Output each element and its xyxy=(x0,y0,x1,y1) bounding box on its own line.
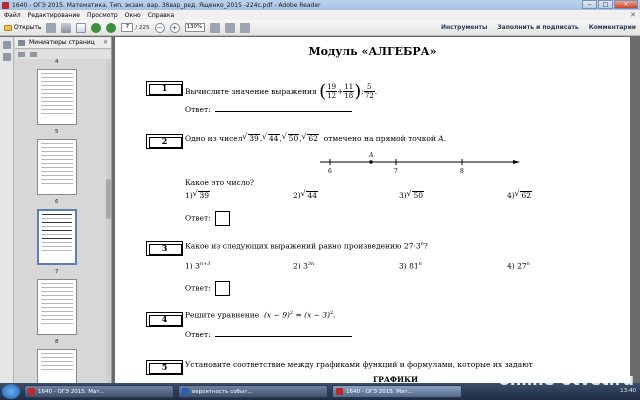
taskbar-item[interactable]: 1640 - ОГЭ 2015. Мат... xyxy=(24,385,174,398)
panel-header xyxy=(15,37,111,49)
title-bar xyxy=(0,0,640,10)
question-4-text: Решите уравнение $(x - 9)^2 = (x - 3)^2$. xyxy=(185,310,336,320)
option: 3) √ 50 xyxy=(399,191,424,200)
thumb-number: 8 xyxy=(55,339,59,345)
open-button[interactable] xyxy=(4,24,41,31)
graphs-heading: ГРАФИКИ xyxy=(373,375,419,383)
page-number-input[interactable]: 7 xyxy=(121,23,133,32)
watermark: online-otvet.ru xyxy=(498,370,634,389)
taskbar-item[interactable]: вероятность событ... xyxy=(178,385,328,398)
panel-title: Миниатюры страниц xyxy=(29,39,95,46)
option: 3) 81$^n$ xyxy=(399,261,422,271)
thumbnail-list xyxy=(15,59,105,383)
option: 2) √ 44 xyxy=(293,191,318,200)
menu-window[interactable]: Окно xyxy=(124,11,141,19)
option: 1) $3^{n+3}$ xyxy=(185,261,211,271)
question-5-text: Установите соответствие между графиками функций и формулами, которые их задают xyxy=(185,360,533,369)
email-icon[interactable] xyxy=(76,23,86,33)
question-number-box: 5 xyxy=(146,360,183,375)
page-thumbnail-selected[interactable] xyxy=(37,209,77,265)
option: 2) $3^{3n}$ xyxy=(293,261,315,271)
adobe-reader-icon xyxy=(2,2,9,9)
sidebar-scrollbar[interactable] xyxy=(106,59,111,383)
pdf-page xyxy=(115,37,630,383)
close-button[interactable]: ✕ xyxy=(614,0,638,9)
thumb-number: 4 xyxy=(55,59,59,65)
fit-page-icon[interactable] xyxy=(210,23,220,33)
browser-icon xyxy=(182,388,189,395)
tick-label: 8 xyxy=(460,168,464,175)
question-number-box: 4 xyxy=(146,312,183,327)
document-view[interactable] xyxy=(112,37,640,383)
question-2-subtext: Какое это число? xyxy=(185,178,255,187)
answer-line-3: Ответ: xyxy=(185,281,230,296)
answer-line-2: Ответ: xyxy=(185,211,230,226)
pdf-icon xyxy=(336,388,343,395)
next-page-icon[interactable] xyxy=(106,23,116,33)
thumb-number: 6 xyxy=(55,199,59,205)
question-number-box: 2 xyxy=(146,134,183,149)
open-label: Открыть xyxy=(14,24,42,31)
tick-label: 6 xyxy=(328,168,332,175)
question-number-box: 3 xyxy=(146,241,183,256)
menu-file[interactable]: Файл xyxy=(4,11,21,19)
point-a xyxy=(369,160,373,164)
thumb-number: 5 xyxy=(55,129,59,135)
pdf-icon xyxy=(28,388,35,395)
answer-line-4: Ответ: xyxy=(185,330,352,339)
attachments-icon[interactable] xyxy=(3,53,11,61)
answer-line-1: Ответ: xyxy=(185,105,352,114)
scrollbar-thumb[interactable] xyxy=(106,179,111,219)
save-icon[interactable] xyxy=(46,23,56,33)
question-3-text: Какое из следующих выражений равно произведению $27\cdot 3^n$? xyxy=(185,241,428,251)
clock: 13:40 xyxy=(620,388,636,394)
panel-options xyxy=(15,50,111,59)
previous-page-icon[interactable] xyxy=(91,23,101,33)
thumb-number: 7 xyxy=(55,269,59,275)
thumbnails-icon xyxy=(18,40,25,46)
option: 4) √ 62 xyxy=(507,191,532,200)
options-icon[interactable] xyxy=(18,52,25,57)
start-button[interactable] xyxy=(2,384,20,399)
option: 1) √ 39 xyxy=(185,191,210,200)
answer-box[interactable] xyxy=(215,281,230,296)
maximize-button[interactable]: □ xyxy=(598,0,613,9)
menu-edit[interactable]: Редактирование xyxy=(27,11,80,19)
menu-bar xyxy=(0,10,640,20)
answer-field[interactable] xyxy=(215,105,352,112)
read-mode-icon[interactable] xyxy=(225,23,235,33)
close-document-icon[interactable]: ✕ xyxy=(630,11,636,19)
zoom-select[interactable]: 130% xyxy=(185,23,205,32)
thumbnails-sidebar xyxy=(0,37,112,383)
page-thumbnail[interactable] xyxy=(37,69,77,125)
page-thumbnails-icon[interactable] xyxy=(3,41,11,49)
sign-icon[interactable] xyxy=(240,23,250,33)
tick-label: 7 xyxy=(394,168,398,175)
module-title: Модуль «АЛГЕБРА» xyxy=(308,45,437,58)
tools-link[interactable]: Инструменты xyxy=(440,24,488,31)
zoom-out-icon[interactable]: − xyxy=(155,23,165,33)
page-thumbnail[interactable] xyxy=(37,349,77,383)
question-2-text: Одно из чисел √ 39, √ 44, √ 50, √ 62 отмечено на прямой точкой A. xyxy=(185,134,446,143)
page-thumbnail[interactable] xyxy=(37,139,77,195)
fill-sign-link[interactable]: Заполнить и подписать xyxy=(497,24,579,31)
print-icon[interactable] xyxy=(61,23,71,33)
folder-icon xyxy=(4,25,12,31)
question-1-text: Вычислите значение выражения ( $\frac{19}{12}$ + $\frac{11}{18}$ ) : $\frac{5}{72}$ . xyxy=(185,80,378,102)
page-total: / 225 xyxy=(135,24,150,31)
delete-icon[interactable] xyxy=(30,52,37,57)
answer-box[interactable] xyxy=(215,211,230,226)
close-panel-icon[interactable]: ✕ xyxy=(102,39,108,46)
number-line xyxy=(320,151,520,177)
page-thumbnail[interactable] xyxy=(37,279,77,335)
window-title: 1640 - ОГЭ 2015. Математика. Тип. экзам. вар. 36вар_ред. Ященко_2015 -224c.pdf - Adobe Reader xyxy=(12,1,321,9)
minimize-button[interactable]: – xyxy=(582,0,597,9)
navigation-rail xyxy=(0,37,14,383)
option: 4) 27$^n$ xyxy=(507,261,530,271)
toolbar-panels xyxy=(441,24,636,31)
menu-help[interactable]: Справка xyxy=(147,11,175,19)
point-a-label: A xyxy=(369,152,374,159)
answer-field[interactable] xyxy=(215,330,352,337)
comments-link[interactable]: Комментарии xyxy=(588,24,636,31)
menu-view[interactable]: Просмотр xyxy=(86,11,118,19)
taskbar-item-active[interactable]: 1640 - ОГЭ 2015. Мат... xyxy=(332,385,462,398)
window-controls xyxy=(582,0,638,9)
zoom-in-icon[interactable]: + xyxy=(170,23,180,33)
toolbar xyxy=(0,20,640,36)
question-number-box: 1 xyxy=(146,81,183,96)
